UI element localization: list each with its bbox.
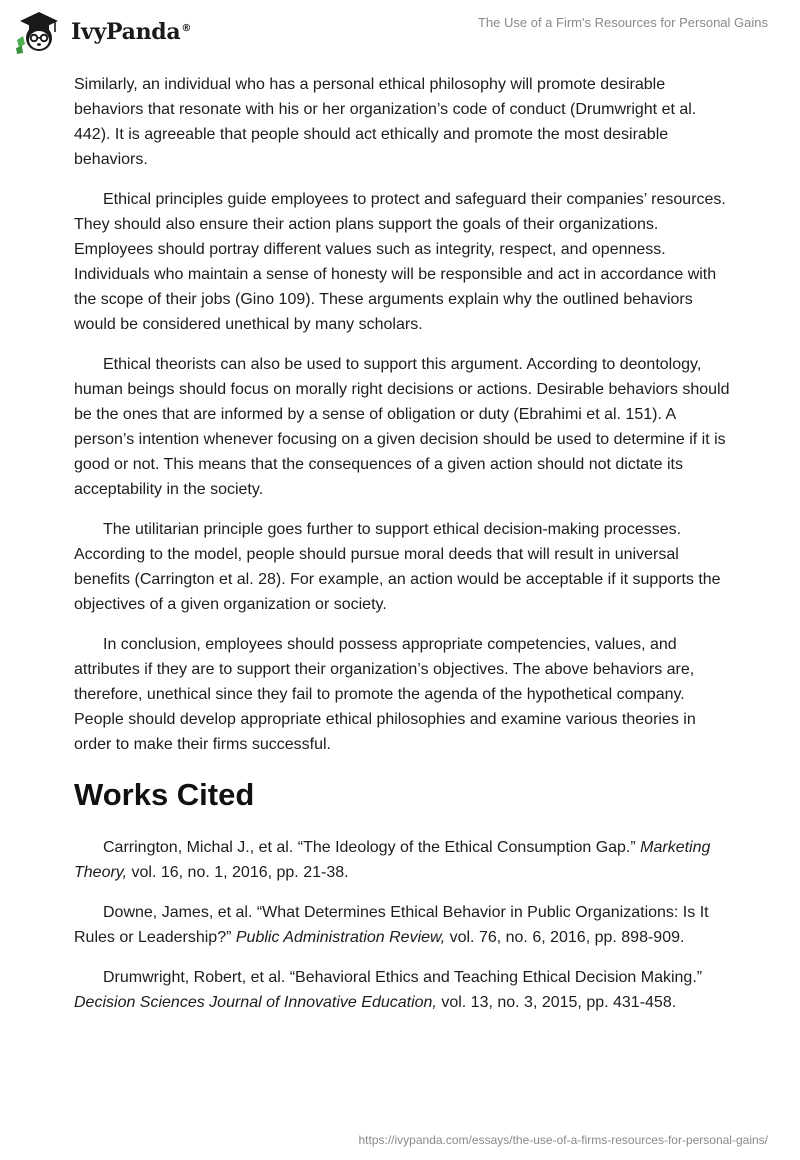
essay-content [74, 72, 730, 1030]
paragraph: The utilitarian principle goes further to support ethical decision-making processes. According to the model, people should pursue moral deeds that will result in universal benefits (Carrington et al. 28). For example, an action would be acceptable if it supports the objectives of a given organization or society. [74, 521, 721, 613]
citation-entry [74, 965, 730, 1015]
citation-details: vol. 16, no. 1, 2016, pp. 21-38. [127, 864, 349, 881]
source-url-link[interactable]: https://ivypanda.com/essays/the-use-of-a-firms-resources-for-personal-gains/ [358, 1133, 768, 1147]
citation-text: Carrington, Michal J., et al. “The Ideology of the Ethical Consumption Gap.” [103, 839, 641, 856]
citation-entry [74, 835, 730, 885]
panda-graduate-icon [15, 6, 67, 56]
document-title: The Use of a Firm's Resources for Personal Gains [477, 15, 768, 30]
citation-text: Drumwright, Robert, et al. “Behavioral Ethics and Teaching Ethical Decision Making.” [103, 969, 703, 986]
citation-entry [74, 900, 730, 950]
ivypanda-logo[interactable] [15, 6, 191, 56]
works-cited-heading: Works Cited [74, 777, 255, 812]
paragraph: Ethical principles guide employees to protect and safeguard their companies’ resources. They should also ensure their action plans support the goals of their organizations. Employees should portray different values such as integrity, respect, and openness. Individuals who maintain a sense of honesty will be responsible and act in accordance with the scope of their jobs (Gino 109). These arguments explain why the outlined behaviors would be considered unethical by many scholars. [74, 191, 726, 333]
page-header [0, 0, 800, 60]
citation-details: vol. 76, no. 6, 2016, pp. 898-909. [445, 929, 685, 946]
citation-journal: Marketing Theory, [74, 839, 711, 881]
registered-mark: ® [181, 22, 192, 34]
brand-name [71, 19, 191, 45]
paragraph: Ethical theorists can also be used to support this argument. According to deontology, human beings should focus on morally right decisions or actions. Desirable behaviors should be the ones that are informed by a sense of obligation or duty (Ebrahimi et al. 151). A person’s intention whenever focusing on a given decision should be used to determine if it is good or not. This means that the consequences of a given action should not dictate its acceptability in the society. [74, 356, 730, 498]
paragraph: Similarly, an individual who has a personal ethical philosophy will promote desirable behaviors that resonate with his or her organization’s code of conduct (Drumwright et al. 442). It is agreeable that people should act ethically and promote the most desirable behaviors. [74, 76, 697, 168]
brand-name-text: IvyPanda [71, 19, 181, 45]
paragraph: In conclusion, employees should possess appropriate competencies, values, and attributes if they are to support their organization’s objectives. The above behaviors are, therefore, unethical since they fail to promote the agenda of the hypothetical company. People should develop appropriate ethical philosophies and examine various theories in order to make their firms successful. [74, 636, 696, 753]
citation-details: vol. 13, no. 3, 2015, pp. 431-458. [436, 994, 677, 1011]
citation-journal: Decision Sciences Journal of Innovative Education, [74, 994, 437, 1011]
citation-journal: Public Administration Review, [235, 929, 446, 946]
citation-text: Downe, James, et al. “What Determines Ethical Behavior in Public Organizations: Is It Rules or Leadership?” [74, 904, 709, 946]
